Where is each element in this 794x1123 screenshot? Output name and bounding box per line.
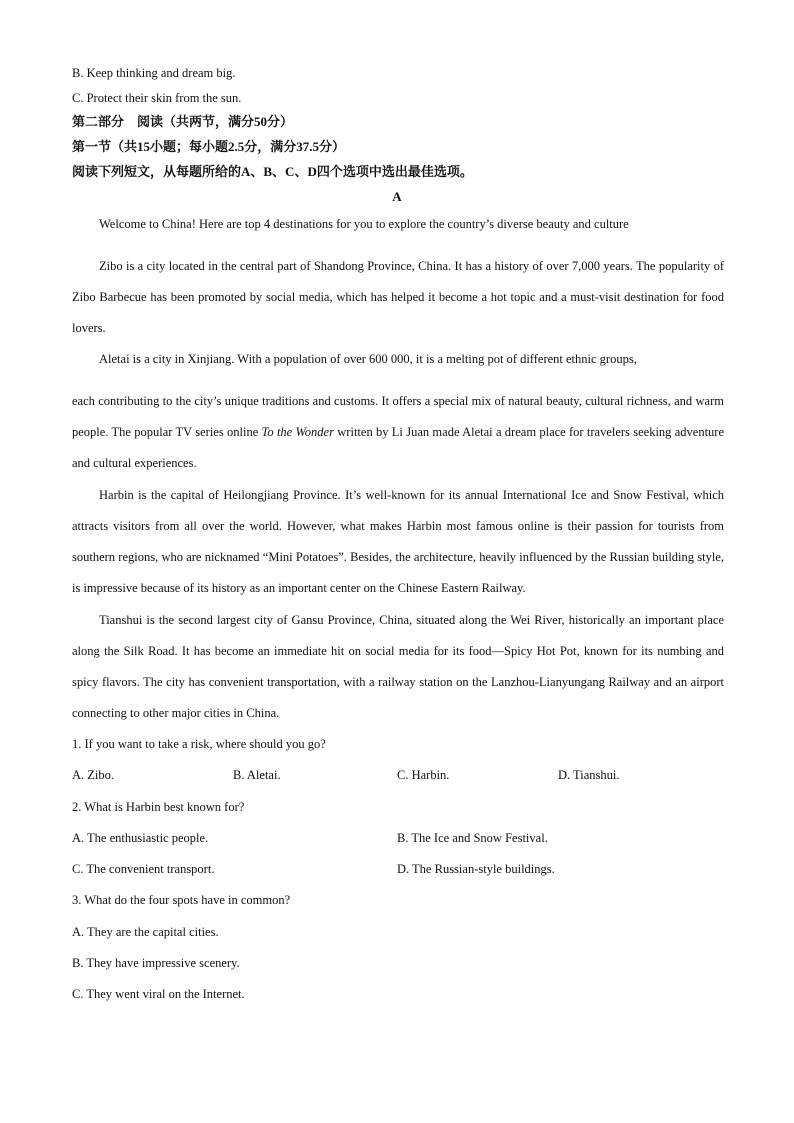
paragraph-zibo (72, 251, 724, 344)
question-1-stem: 1. If you want to take a risk, where should you go? (72, 737, 326, 751)
tv-series-title: To the Wonder (261, 425, 334, 439)
paragraph-tianshui (72, 605, 724, 729)
question-2-option-a: A. The enthusiastic people. (72, 831, 209, 845)
paragraph-aletai-first-line (72, 344, 724, 375)
question-3-stem: 3. What do the four spots have in common? (72, 893, 291, 907)
question-2-option-b: B. The Ice and Snow Festival. (397, 831, 548, 845)
paragraph-harbin-text: Harbin is the capital of Heilongjiang Province. It’s well-known for its annual International Ice and Snow Festival, which attracts visitors from all over the world. However, what makes Harbin most famous online is their passion for tourists from southern regions, who are nicknamed “Mini Potatoes”. Besides, the architecture, heavily influenced by the Russian building style, is impressive because of its history as an important center on the Chinese Eastern Railway. (72, 488, 724, 595)
paragraph-tianshui-text: Tianshui is the second largest city of Gansu Province, China, situated along the Wei River, historically an important place along the Silk Road. It has become an immediate hit on social media for its food—Spicy Hot Pot, known for its numbing and spicy flavors. The city has convenient transportation, with a railway station on the Lanzhou-Lianyungang Railway and an airport connecting to other major cities in China. (72, 613, 724, 720)
question-2-option-d: D. The Russian-style buildings. (397, 862, 555, 876)
paragraph-zibo-text: Zibo is a city located in the central part of Shandong Province, China. It has a history of over 7,000 years. The popularity of Zibo Barbecue has been promoted by social media, which has helped it become a hot topic and a must-visit destination for food lovers. (72, 259, 724, 335)
prev-option-c: C. Protect their skin from the sun. (72, 91, 242, 105)
question-3-option-c: C. They went viral on the Internet. (72, 987, 245, 1001)
question-1-option-d: D. Tianshui. (558, 768, 620, 782)
instruction-text: 阅读下列短文，从每题所给的A、B、C、D四个选项中选出最佳选项。 (72, 164, 473, 179)
paragraph-aletai-text-c: written by Li Juan made Aletai a dream place for travelers seeking adventure and cultural experiences. (72, 425, 724, 470)
passage-letter: A (392, 189, 402, 204)
question-2-option-c: C. The convenient transport. (72, 862, 215, 876)
question-3-option-a: A. They are the capital cities. (72, 925, 219, 939)
question-1-option-a: A. Zibo. (72, 768, 115, 782)
paragraph-aletai-text-a: Aletai is a city in Xinjiang. With a population of over 600 000, it is a melting pot of different ethnic groups, (99, 352, 637, 366)
section-heading: 第一节（共15小题；每小题2.5分，满分37.5分） (72, 139, 346, 154)
question-1-option-c: C. Harbin. (397, 768, 450, 782)
prev-option-b: B. Keep thinking and dream big. (72, 66, 236, 80)
part-heading: 第二部分 阅读（共两节，满分50分） (72, 114, 294, 129)
question-3-option-b: B. They have impressive scenery. (72, 956, 240, 970)
paragraph-aletai (72, 386, 724, 479)
question-1-option-b: B. Aletai. (233, 768, 281, 782)
passage-intro: Welcome to China! Here are top 4 destinations for you to explore the country’s diverse beauty and culture (99, 217, 629, 231)
question-2-stem: 2. What is Harbin best known for? (72, 800, 245, 814)
paragraph-harbin (72, 480, 724, 604)
paragraph-aletai-text-b: each contributing to the city’s unique traditions and customs. It offers a special mix of natural beauty, cultural richness, and warm people. The popular TV series online (72, 394, 724, 439)
